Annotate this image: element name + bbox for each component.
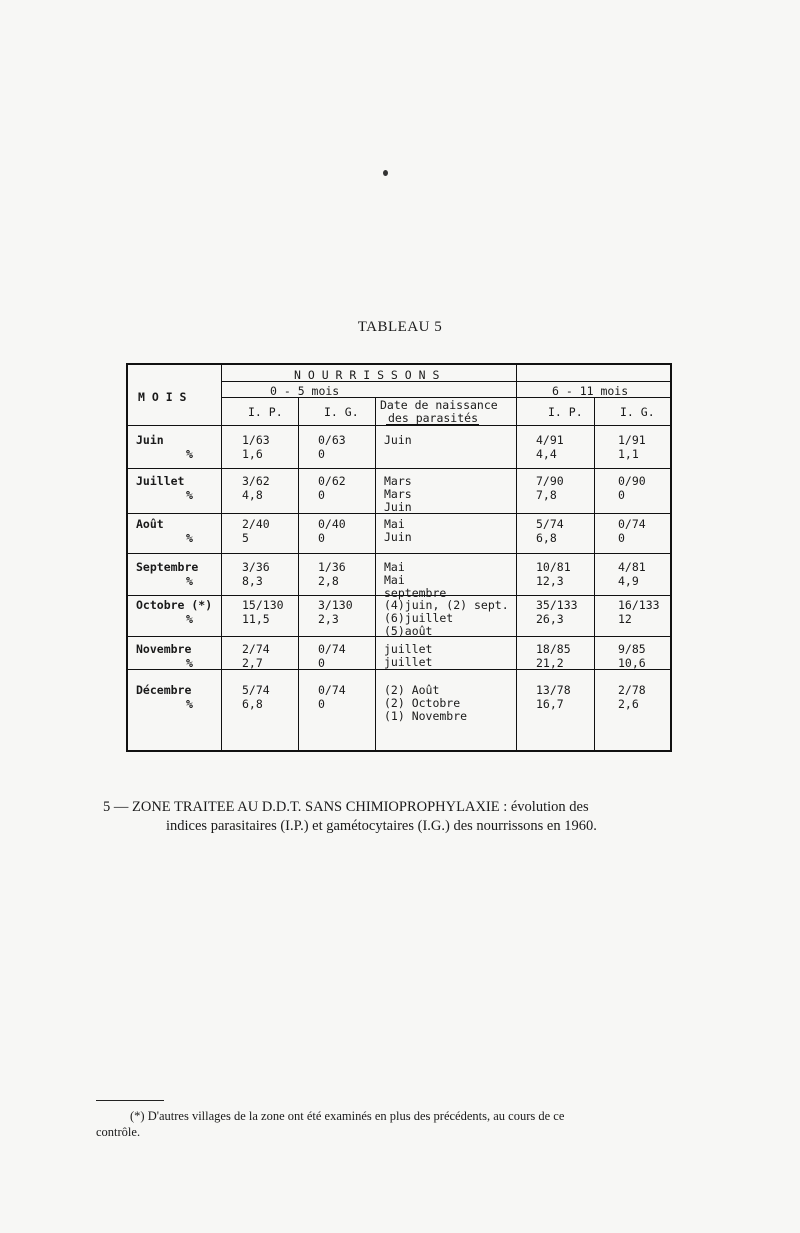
row-ig2: 1/91 xyxy=(618,433,646,447)
row-ig2: 12 xyxy=(618,612,632,626)
row-ip2: 26,3 xyxy=(536,612,564,626)
row-ip2: 10/81 xyxy=(536,560,571,574)
row-date: Mai xyxy=(384,573,405,587)
row-divider xyxy=(128,669,670,670)
row-ip2: 7,8 xyxy=(536,488,557,502)
row-date: (4)juin, (2) sept. xyxy=(384,598,509,612)
row-divider xyxy=(128,468,670,469)
row-ig2: 0 xyxy=(618,488,625,502)
row-ip1: 4,8 xyxy=(242,488,263,502)
row-ig2: 2,6 xyxy=(618,697,639,711)
footnote-line-2: contrôle. xyxy=(96,1125,141,1139)
header-group-0-5: 0 - 5 mois xyxy=(270,384,340,398)
row-ig2: 1,1 xyxy=(618,447,639,461)
row-ig2: 0/74 xyxy=(618,517,646,531)
row-ig1: 0/40 xyxy=(318,517,346,531)
row-ip2: 35/133 xyxy=(536,598,578,612)
row-ig2: 2/78 xyxy=(618,683,646,697)
row-ig1: 0/63 xyxy=(318,433,346,447)
header-ig-2: I. G. xyxy=(620,405,655,419)
row-mois: Août xyxy=(136,517,164,531)
row-ip2: 18/85 xyxy=(536,642,571,656)
row-ig1: 0 xyxy=(318,656,325,670)
header-ip-1: I. P. xyxy=(248,405,283,419)
data-table xyxy=(126,363,672,752)
row-ip1: 6,8 xyxy=(242,697,263,711)
row-date: (6)juillet xyxy=(384,611,454,625)
row-date: Juin xyxy=(384,530,412,544)
row-percent: % xyxy=(186,531,193,545)
row-percent: % xyxy=(186,447,193,461)
row-ig2: 4/81 xyxy=(618,560,646,574)
row-ip1: 5 xyxy=(242,531,249,545)
row-ip2: 5/74 xyxy=(536,517,564,531)
row-ig1: 1/36 xyxy=(318,560,346,574)
row-ip1: 8,3 xyxy=(242,574,263,588)
row-ig2: 0 xyxy=(618,531,625,545)
row-percent: % xyxy=(186,574,193,588)
row-ig2: 0/90 xyxy=(618,474,646,488)
row-ip1: 3/62 xyxy=(242,474,270,488)
row-date: septembre xyxy=(384,586,447,600)
row-date: (2) Octobre xyxy=(384,696,461,710)
row-ip1: 3/36 xyxy=(242,560,270,574)
row-date: (5)août xyxy=(384,624,433,638)
row-ig1: 2,8 xyxy=(318,574,339,588)
row-ip2: 7/90 xyxy=(536,474,564,488)
figure-caption xyxy=(103,798,709,836)
row-ig1: 0/74 xyxy=(318,642,346,656)
row-date: juillet xyxy=(384,642,433,656)
row-ip1: 1,6 xyxy=(242,447,263,461)
row-ip2: 21,2 xyxy=(536,656,564,670)
row-ip2: 12,3 xyxy=(536,574,564,588)
row-ip2: 4,4 xyxy=(536,447,557,461)
row-ig2: 4,9 xyxy=(618,574,639,588)
row-date: Mai xyxy=(384,517,405,531)
header-ig-1: I. G. xyxy=(324,405,359,419)
row-date: (1) Novembre xyxy=(384,709,468,723)
row-ig1: 0 xyxy=(318,697,325,711)
row-ig1: 2,3 xyxy=(318,612,339,626)
row-ig2: 16/133 xyxy=(618,598,660,612)
row-mois: Juin xyxy=(136,433,164,447)
row-date: Mai xyxy=(384,560,405,574)
header-nourrissons: N O U R R I S S O N S xyxy=(294,368,440,382)
row-date: Juin xyxy=(384,433,412,447)
footnote xyxy=(96,1108,708,1140)
row-percent: % xyxy=(186,488,193,502)
row-ip1: 2,7 xyxy=(242,656,263,670)
row-date: juillet xyxy=(384,655,433,669)
page-title: TABLEAU 5 xyxy=(357,319,443,335)
row-ip1: 5/74 xyxy=(242,683,270,697)
row-ip2: 16,7 xyxy=(536,697,564,711)
row-ig1: 0 xyxy=(318,488,325,502)
row-divider xyxy=(128,513,670,514)
header-mois: M O I S xyxy=(138,390,187,404)
row-divider xyxy=(128,553,670,554)
row-date: (2) Août xyxy=(384,683,440,697)
ink-speck xyxy=(383,170,388,176)
row-ig2: 10,6 xyxy=(618,656,646,670)
header-date-line1: Date de naissance xyxy=(380,398,498,412)
caption-line-1: 5 — ZONE TRAITEE AU D.D.T. SANS CHIMIOPROPHYLAXIE : évolution des xyxy=(103,799,589,815)
footnote-line-1: (*) D'autres villages de la zone ont été examinés en plus des précédents, au cours de ce xyxy=(130,1109,565,1123)
row-mois: Décembre xyxy=(136,683,192,697)
row-ip1: 1/63 xyxy=(242,433,270,447)
row-mois: Novembre xyxy=(136,642,192,656)
row-ip2: 4/91 xyxy=(536,433,564,447)
caption-line-2: indices parasitaires (I.P.) et gamétocytaires (I.G.) des nourrissons en 1960. xyxy=(166,818,597,834)
row-ip1: 2/40 xyxy=(242,517,270,531)
row-divider xyxy=(128,595,670,596)
row-ip2: 13/78 xyxy=(536,683,571,697)
row-ig2: 9/85 xyxy=(618,642,646,656)
row-ig1: 3/130 xyxy=(318,598,353,612)
header-ip-2: I. P. xyxy=(548,405,583,419)
row-percent: % xyxy=(186,612,193,626)
header-group-6-11: 6 - 11 mois xyxy=(552,384,629,398)
row-divider xyxy=(128,636,670,637)
row-mois: Septembre xyxy=(136,560,199,574)
row-percent: % xyxy=(186,697,193,711)
row-ig1: 0 xyxy=(318,447,325,461)
row-ip1: 15/130 xyxy=(242,598,284,612)
row-ig1: 0/62 xyxy=(318,474,346,488)
row-ip1: 2/74 xyxy=(242,642,270,656)
row-ip2: 6,8 xyxy=(536,531,557,545)
row-date: Mars xyxy=(384,474,412,488)
footnote-rule xyxy=(96,1100,164,1101)
row-ip1: 11,5 xyxy=(242,612,270,626)
row-percent: % xyxy=(186,656,193,670)
row-mois: Juillet xyxy=(136,474,185,488)
row-date: Juin xyxy=(384,500,412,514)
row-date: Mars xyxy=(384,487,412,501)
header-date-line2: des parasités xyxy=(388,411,479,425)
row-mois: Octobre (*) xyxy=(136,598,213,612)
row-ig1: 0 xyxy=(318,531,325,545)
row-ig1: 0/74 xyxy=(318,683,346,697)
